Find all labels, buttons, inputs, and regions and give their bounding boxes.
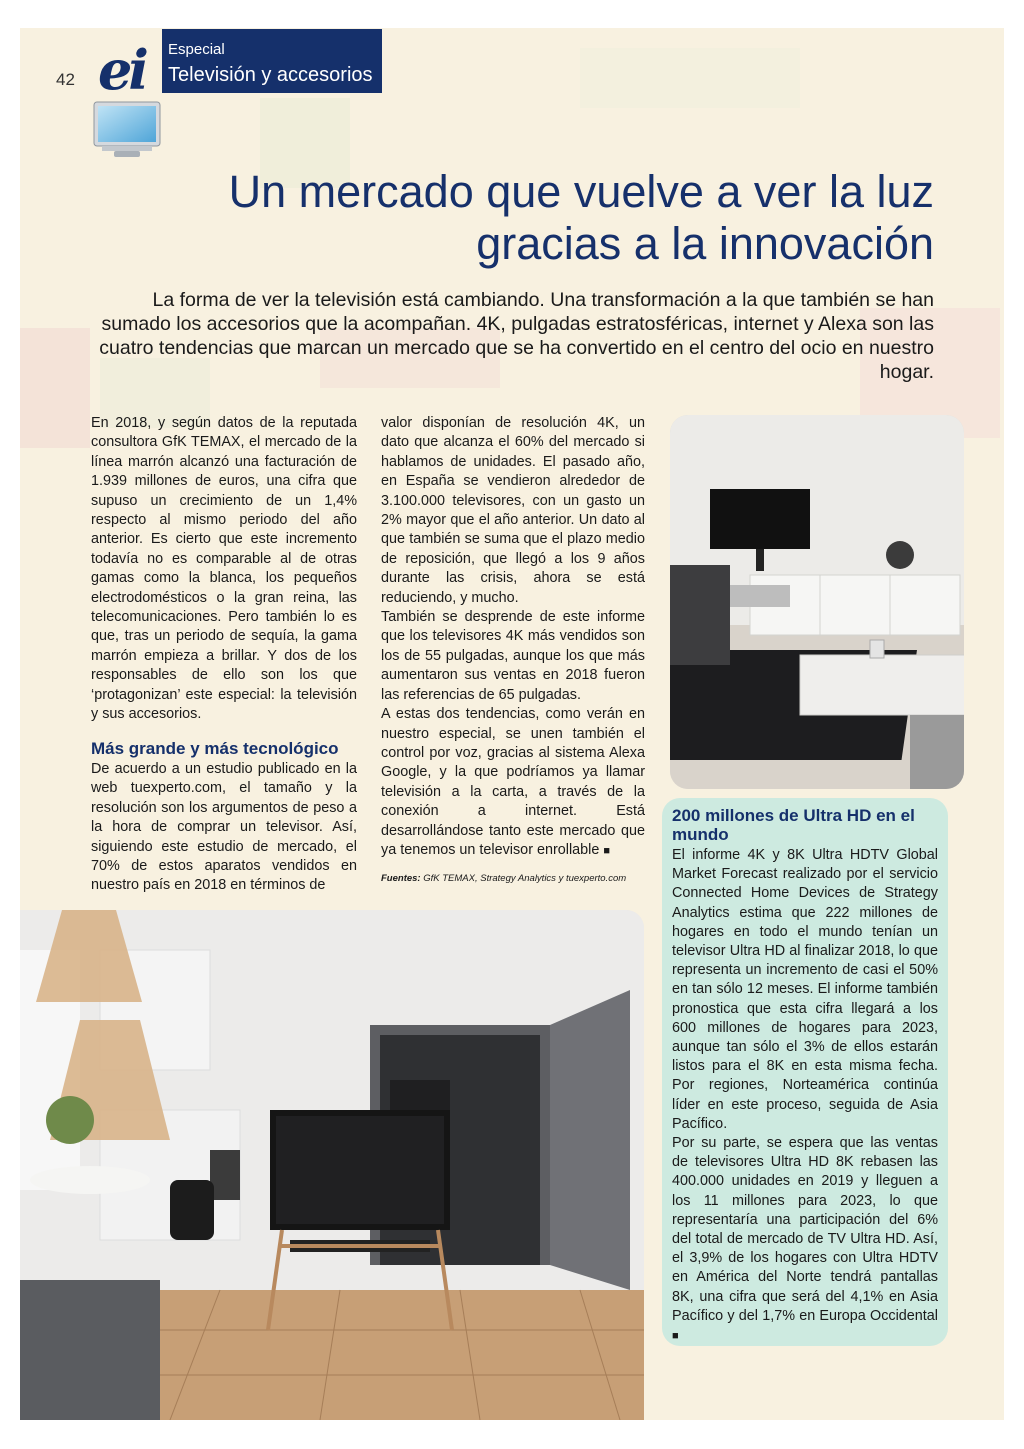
article-column-1 [91, 414, 357, 896]
living-room-photo [670, 415, 964, 789]
sidebar-box [662, 798, 948, 1346]
paragraph: También se desprende de este informe que los televisores 4K más vendidos son los de 55 pulgadas, aunque los que más aumentaron sus ventas en 2018 fueron las referencias de 65 pulgadas. [381, 609, 645, 703]
section-header [162, 29, 382, 93]
title-line-2: gracias a la innovación [476, 218, 934, 269]
article-column-2 [381, 414, 645, 889]
sidebar-title: 200 millones de Ultra HD en el mundo [672, 806, 915, 844]
sidebar-paragraph: El informe 4K y 8K Ultra HDTV Global Market Forecast realizado por el servicio Connected Home Devices de Strategy Analytics estima que 222 millones de hogares en todo el mundo tenían un televisor Ultra HD al finalizar 2018, lo que representa un incremento de casi el 50% en tan sólo 12 meses. El informe también pronostica que esta cifra llegará a los 600 millones de hogares para 2023, aunque tan sólo el 3% de ellos estarán listos para el 8K en esta misma fecha. Por regiones, Norteamérica continúa líder en este proceso, seguida de Asia Pacífico. [672, 847, 938, 1132]
paragraph [381, 705, 645, 861]
paragraph: valor disponían de resolución 4K, un dato que alcanza el 60% del mercado si hablamos de unidades. El pasado año, en España se vendieron alrededor de 3.100.000 televisores, con un gasto un 2% mayor que el año anterior. Un dato al que también se suma que el plazo medio de reposición, que llegó a los 9 años durante las crisis, ahora se está reduciendo, y mucho. [381, 415, 645, 606]
end-mark: ■ [603, 844, 611, 857]
paragraph: De acuerdo a un estudio publicado en la web tuexperto.com, el tamaño y la resolución son los argumentos de peso a la hora de comprar un televisor. Así, siguiendo este estudio de mercado, el 70% de estos aparatos vendidos en nuestro país en 2018 en términos de [91, 760, 357, 894]
sources-text: GfK TEMAX, Strategy Analytics y tuexperto.com [423, 873, 627, 885]
sidebar-paragraph [672, 1134, 938, 1346]
television-icon [92, 100, 162, 160]
article-lead: La forma de ver la televisión está cambiando. Una transformación a la que también se han sumado los accesorios que la acompañan. 4K, pulgadas estratosféricas, internet y Alexa son las cuatro tendencias que marcan un mercado que se ha convertido en el centro del ocio en nuestro hogar. [99, 289, 934, 383]
section-label: Especial [168, 41, 225, 58]
living-room-illustration [670, 415, 964, 789]
page-number: 42 [56, 70, 75, 89]
article-title [114, 166, 934, 270]
background-pattern [580, 48, 800, 108]
magazine-logo: ei [98, 38, 145, 102]
sidebar-paragraph-text: Por su parte, se espera que las ventas de televisores Ultra HD 8K rebasen las 400.000 unidades en 2019 y lleguen a los 11 millones para 2023, lo que representaría una participación del 6% del total de mercado de TV Ultra HD. Así, el 3,9% de los hogares con Ultra HDTV en América del Norte tendrá pantallas 8K, una cifra que será del 4,1% en Asia Pacífico y del 1,7% en Europa Occidental [672, 1135, 938, 1324]
apartment-illustration [20, 910, 644, 1420]
section-subheading: Más grande y más tecnológico [91, 738, 339, 758]
sources-note [381, 869, 645, 888]
paragraph: En 2018, y según datos de la reputada consultora GfK TEMAX, el mercado de la línea marrón alcanzó una facturación de 1.939 millones de euros, una cifra que supuso un crecimiento de un 1,4% respecto al mismo periodo del año anterior. Es cierto que este incremento todavía no es comparable al de otras gamas como la blanca, los pequeños electrodomésticos o la gran reina, las telecomunicaciones. Pero también lo es que, tras un periodo de sequía, la gama marrón empieza a brillar. Y dos de los responsables de ello son los que ‘protagonizan’ este especial: la televisión y sus accesorios. [91, 415, 357, 723]
sources-label: Fuentes: [381, 873, 421, 885]
paragraph-text: A estas dos tendencias, como verán en nuestro especial, se unen también el control por voz, gracias al sistema Alexa Google, y la que podríamos ya llamar televisión a la carta, a través de la conexión a internet. Está desarrollándose tanto este mercado que ya tenemos un televisor enrollable [381, 706, 645, 858]
title-line-1: Un mercado que vuelve a ver la luz [228, 166, 934, 217]
apartment-photo [20, 910, 644, 1420]
section-title: Televisión y accesorios [168, 64, 373, 86]
sidebar-body [672, 846, 938, 1346]
background-pattern [20, 328, 90, 448]
end-mark: ■ [672, 1330, 679, 1343]
